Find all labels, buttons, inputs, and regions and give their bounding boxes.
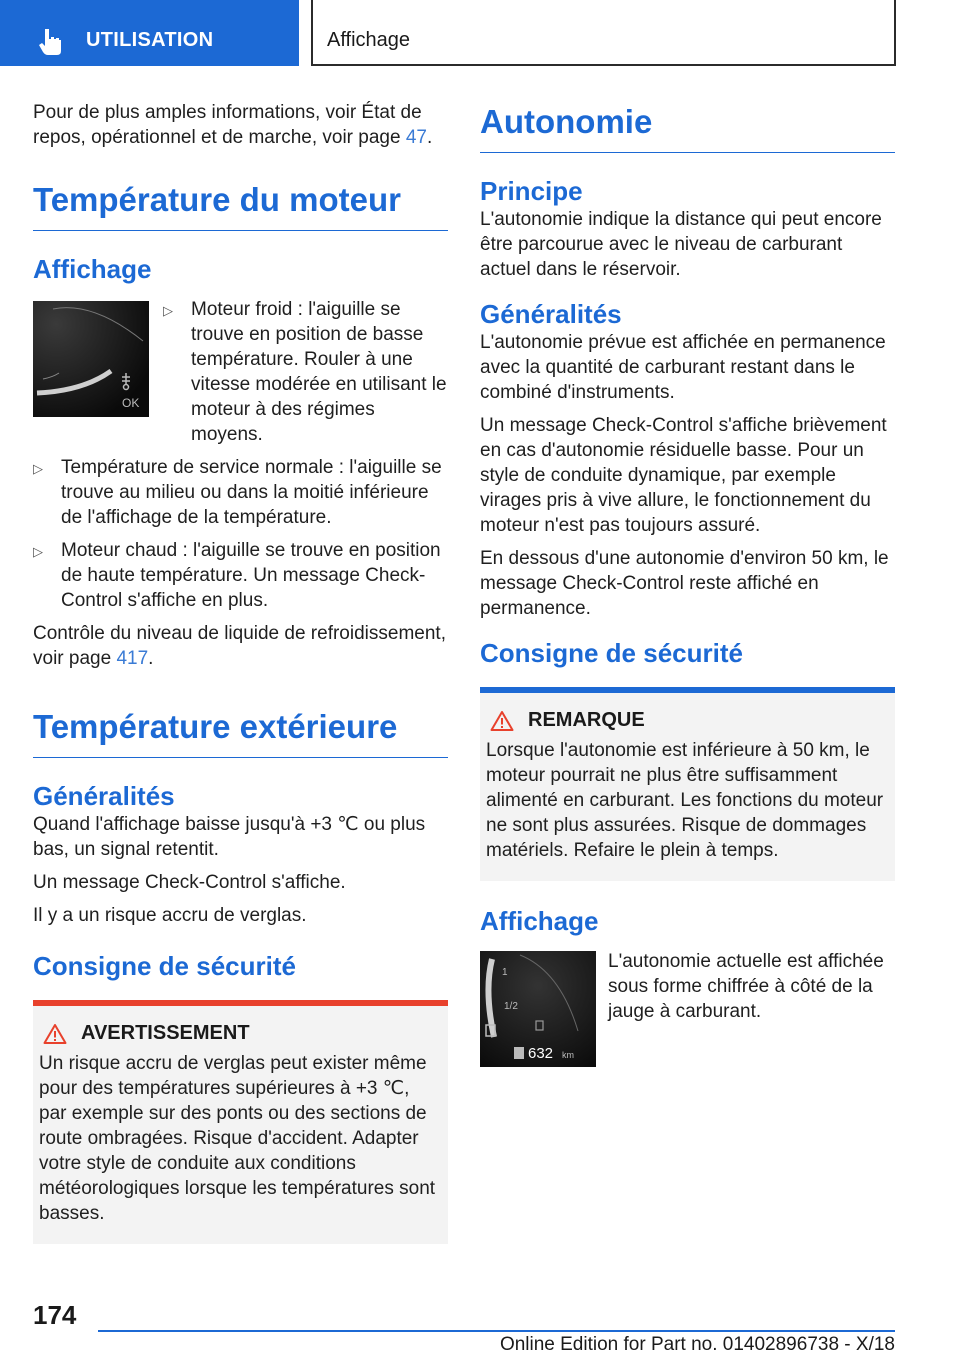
- header-title-box: [311, 0, 896, 66]
- small-fuel-pump-icon: [514, 1047, 524, 1059]
- section-label: UTILISATION: [86, 29, 214, 51]
- gauge-range-unit: km: [562, 1050, 574, 1060]
- triangle-bullet-icon: ▷: [33, 544, 43, 559]
- list-item: [163, 297, 448, 447]
- fuel-gauge-icon: [480, 951, 596, 1067]
- list-item-text: Température de service normale : l'aiguille se trouve au milieu ou dans la moitié inférieure de l'affichage de la température.: [61, 457, 442, 528]
- engine-display-row: [33, 297, 448, 455]
- principle-text: L'autonomie indique la distance qui peut encore être parcourue avec le niveau de carburant actuel dans le réservoir.: [480, 209, 882, 280]
- warning-title: AVERTISSEMENT: [81, 1022, 250, 1044]
- section-tab[interactable]: [0, 0, 299, 66]
- header-title: Affichage: [327, 29, 411, 51]
- fuel-gauge-image: [480, 951, 596, 1067]
- outside-paragraph: Il y a un risque accru de verglas.: [33, 905, 307, 926]
- outside-paragraph: Un message Check-Control s'affiche.: [33, 872, 346, 893]
- range-display-subheading: Affichage: [480, 906, 599, 936]
- right-column: [480, 100, 895, 1067]
- range-general-subheading: Généralités: [480, 299, 622, 329]
- left-column: [33, 100, 448, 1244]
- warning-triangle-icon: [43, 1023, 67, 1045]
- list-item-text: Moteur froid : l'aiguille se trouve en position de basse température. Rouler à une vitesse modérée en utilisant le moteur à des régimes moyens.: [191, 299, 447, 445]
- engine-temp-list-cont: [33, 455, 448, 613]
- outside-paragraph: Quand l'affichage baisse jusqu'à +3 ℃ ou plus bas, un signal retentit.: [33, 814, 426, 860]
- gauge-half-label: 1/2: [504, 1001, 518, 1012]
- range-general-paragraph: L'autonomie prévue est affichée en permanence avec la quantité de carburant restant dans le combiné d'instruments.: [480, 332, 886, 403]
- coolant-page-link[interactable]: 417: [116, 648, 149, 669]
- notice-box: [480, 687, 895, 881]
- notice-title-row: [486, 709, 889, 732]
- range-general-paragraph: En dessous d'une autonomie d'environ 50 km, le message Check-Control reste affiché en permanence.: [480, 548, 889, 619]
- engine-temp-gauge-image: [33, 301, 149, 417]
- temperature-gauge-icon: [33, 301, 149, 417]
- list-item-text: Moteur chaud : l'aiguille se trouve en position de haute température. Un message Check-Control s'affiche en plus.: [61, 540, 441, 611]
- page-number: 174: [33, 1300, 77, 1330]
- footer-rule: [98, 1330, 895, 1332]
- hand-pointer-icon: [36, 27, 66, 57]
- engine-temp-heading: Température du moteur: [33, 180, 448, 231]
- range-display-row: [480, 949, 895, 1067]
- range-heading: Autonomie: [480, 102, 895, 153]
- intro-text: Pour de plus amples informations, voir État de repos, opérationnel et de marche, voir page: [33, 102, 422, 148]
- triangle-bullet-icon: ▷: [33, 461, 43, 476]
- coolant-text: Contrôle du niveau de liquide de refroidissement, voir page: [33, 623, 446, 669]
- engine-temp-list: [163, 297, 448, 455]
- notice-text: Lorsque l'autonomie est inférieure à 50 km, le moteur pourrait ne plus être suffisamment alimenté en carburant. Les fonctions du moteur ne sont plus assurées. Risque de dommages matériels. Refaire le plein à temps.: [486, 740, 884, 861]
- principle-subheading: Principe: [480, 176, 583, 206]
- range-display-text: L'autonomie actuelle est affichée sous forme chiffrée à côté de la jauge à carburant.: [608, 951, 884, 1022]
- warning-title-row: [39, 1022, 442, 1045]
- gauge-full-label: 1: [502, 967, 508, 978]
- outside-temp-heading: Température extérieure: [33, 707, 448, 758]
- intro-paragraph: Pour de plus amples informations, voir État de repos, opérationnel et de marche, voir page 47.: [33, 102, 433, 148]
- notice-title: REMARQUE: [528, 709, 645, 731]
- warning-box: [33, 1000, 448, 1244]
- footer-edition-text: Online Edition for Part no. 01402896738 - X/18: [499, 1334, 895, 1355]
- outside-safety-subheading: Consigne de sécurité: [33, 951, 296, 981]
- list-item: [33, 455, 448, 530]
- range-safety-subheading: Consigne de sécurité: [480, 638, 743, 668]
- engine-display-subheading: Affichage: [33, 254, 152, 284]
- intro-page-link[interactable]: 47: [405, 127, 427, 148]
- notice-triangle-icon: [490, 710, 514, 732]
- coolant-paragraph: Contrôle du niveau de liquide de refroidissement, voir page 417.: [33, 623, 446, 669]
- range-general-paragraph: Un message Check-Control s'affiche brièvement en cas d'autonomie résiduelle basse. Pour un style de conduite dynamique, par exemple virages pris à vive allure, le fonctionnement du moteur n'est pas toujours assuré.: [480, 415, 887, 536]
- warning-text: Un risque accru de verglas peut exister même pour des températures supérieures à +3 ℃, par exemple sur des ponts ou des sections de route ombragées. Risque d'accident. Adapter votre style de conduite aux conditions météorologiques lorsque les températures sont basses.: [39, 1053, 436, 1224]
- gauge-ok-label: OK: [122, 396, 140, 410]
- list-item: [33, 538, 448, 613]
- gauge-range-value: 632: [528, 1045, 554, 1062]
- outside-general-subheading: Généralités: [33, 781, 175, 811]
- triangle-bullet-icon: ▷: [163, 303, 173, 318]
